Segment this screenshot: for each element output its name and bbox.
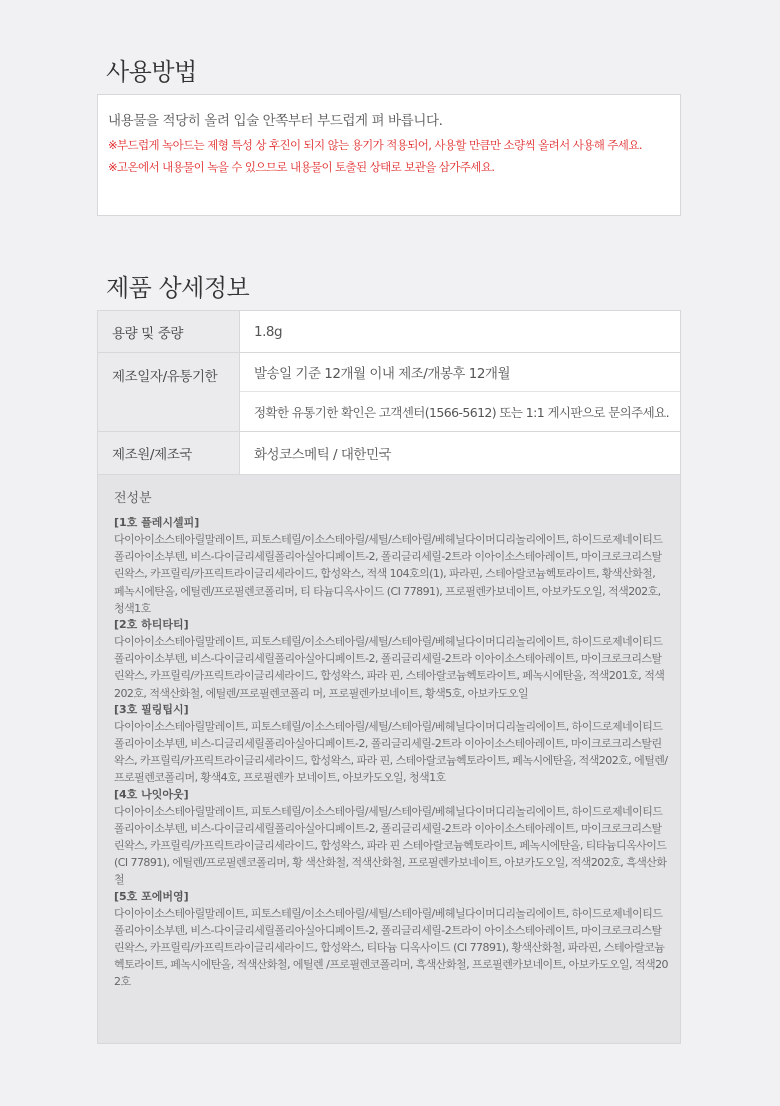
row-value: 화성코스메틱 / 대한민국 [240, 432, 680, 474]
ingredient-list: 다이아이소스테아릴말레이트, 피토스테릴/이소스테아릴/세틸/스테아릴/베헤닐다이머디리놀리에이트, 하이드로제네이티드폴리아이소부텐, 비스-다이글리세릴폴리아실아디페이트-2, 폴리글리세릴-2트라 이아이소스테아레이트, 마이크로크리스탈린왁스, 카프릴릭/카프릭트라이글리세라이드, 합성왁스, 파라 핀 스테아랄코늄헥토라이트, 페녹시에탄올, 티타늄디옥사이드 (CI 77891), 에틸렌/프로필렌코폴리머, 황 색산화철, 적색산화철, 프로필렌카보네이트, 아보카도오일, 적색202호, 흑색산화철 [114, 804, 667, 887]
usage-section-title: 사용방법 [106, 58, 197, 86]
row-value: 1.8g [240, 311, 680, 352]
row-value: 발송일 기준 12개월 이내 제조/개봉후 12개월 [254, 366, 511, 382]
ingredient-group-name: [3호 필링팁시] [114, 702, 189, 716]
ingredient-list: 다이아이소스테아릴말레이트, 피토스테릴/이소스테아릴/세틸/스테아릴/베헤닐다이머디리놀리에이트, 하이드로제네이티드폴리아이소부텐, 비스-디글리세릴폴리아실아디페이트-2, 폴리글리세릴-2트라 이아이소스테아레이트, 마이크로크리스탈린왁스, 카프릴릭/카프릭트라이글리세라이드, 합성왁스, 파라 핀, 스테아랄코늄헥토라이트, 페녹시에탄올, 적색202호, 에틸렌/프로필렌코폴리머, 황색4호, 프로필렌카 보네이트, 아보카도오일, 청색1호 [114, 719, 668, 785]
usage-warning: ※부드럽게 녹아드는 제형 특성 상 후진이 되지 않는 용기가 적용되어, 사용할 만큼만 소량씩 올려서 사용해 주세요. [108, 138, 642, 152]
ingredients-title: 전성분 [114, 491, 152, 506]
row-value-note: 정확한 유통기한 확인은 고객센터(1566-5612) 또는 1:1 게시판으로 문의주세요. [240, 391, 680, 431]
row-value-group [240, 353, 680, 431]
row-label: 용량 및 중량 [98, 311, 240, 352]
ingredient-group-name: [1호 플레시셀피] [114, 516, 200, 529]
ingredient-group-name: [4호 나잇아웃] [114, 787, 189, 801]
usage-instructions: 내용물을 적당히 올려 입술 안쪽부터 부드럽게 펴 바릅니다. [108, 113, 443, 129]
row-label: 제조일자/유통기한 [98, 353, 240, 431]
detail-section-title: 제품 상세정보 [106, 274, 250, 302]
ingredient-list: 다이아이소스테아릴말레이트, 피토스테릴/이소스테아릴/세틸/스테아릴/베헤닐다이머디리놀리에이트, 하이드로제네이티드폴리아이소부텐, 비스-다이글리세릴폴리아실아디페이트-2, 폴리글리세릴-2트라 이아이소스테아레이트, 마이크로크리스탈린왁스, 카프릴릭/카프릭트라이글리세라이드, 합성왁스, 파라 핀, 스테아랄코늄헥토라이트, 페녹시에탄올, 적색201호, 적색202호, 적색산화철, 에틸렌/프로필렌코폴리 머, 프로필렌카보네이트, 황색5호, 아보카도오일 [114, 635, 665, 700]
product-detail-table [97, 310, 681, 475]
ingredients-panel [97, 474, 681, 1044]
table-row-weight [98, 311, 680, 353]
ingredient-group-name: [5호 포에버영] [114, 889, 189, 903]
usage-box [97, 94, 681, 216]
ingredient-group-name: [2호 하티타티] [114, 618, 189, 632]
table-row-date [98, 353, 680, 432]
row-label: 제조원/제조국 [98, 432, 240, 474]
usage-warning: ※고온에서 내용물이 녹을 수 있으므로 내용물이 토출된 상태로 보관을 삼가주세요. [108, 160, 495, 174]
table-row-maker [98, 432, 680, 474]
ingredient-list: 다이아이소스테아릴말레이트, 피토스테릴/이소스테아릴/세틸/스테아릴/베헤닐다이머디리놀리에이트, 하이드로제네이티드폴리아이소부텐, 비스-다이글리세릴폴리아실아디페이트-2, 폴리글리세릴-2트라이 아이소스테아레이트, 마이크로크리스탈린왁스, 카프릴릭/카프릭트라이글리세라이드, 합성왁스, 티타늄 디옥사이드 (CI 77891), 황색산화철, 파라핀, 스테아랄코늄헥토라이트, 페녹시에탄올, 적색산화철, 에틸렌 /프로필렌코폴리머, 흑색산화철, 프로필렌카보네이트, 아보카도오일, 적색202호 [114, 906, 668, 989]
ingredient-list: 다이아이소스테아릴말레이트, 피토스테릴/이소스테아릴/세틸/스테아릴/베헤닐다이머디리놀리에이트, 하이드로제네이티드폴리아이소부텐, 비스-다이글리세릴폴리아실아디페이트-2, 폴리글리세릴-2트라 이아이소스테아레이트, 마이크로크리스탈린왁스, 카프릴릭/카프릭트라이글리세라이드, 합성왁스, 적색 104호의(1), 파라핀, 스테아랄코늄헥토라이트, 황색산화철, 페녹시에탄올, 에틸렌/프로필렌코폴리머, 티 타늄디옥사이드 (CI 77891), 프로필렌카보네이트, 아보카도오일, 적색202호, 청색1호 [114, 533, 663, 615]
